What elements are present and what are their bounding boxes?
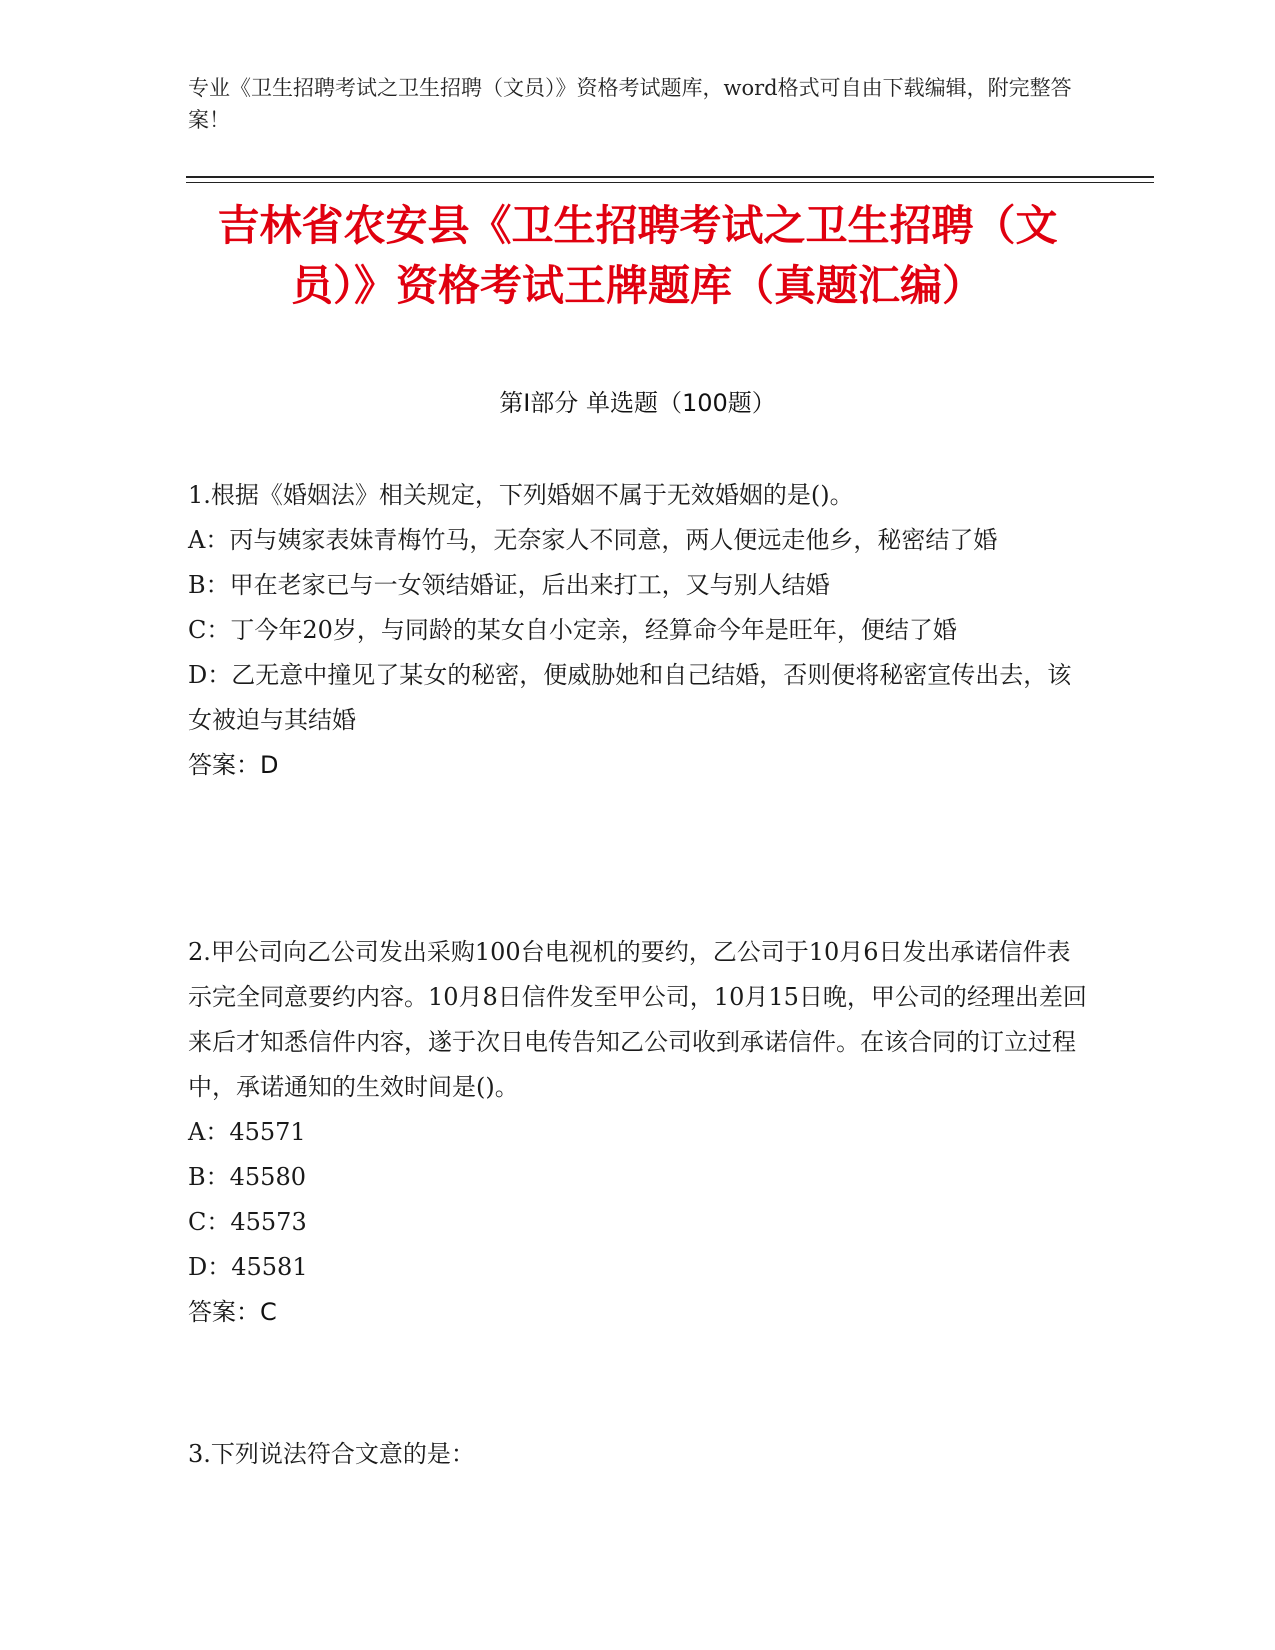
option-c: C：丁今年20岁，与同龄的某女自小定亲，经算命今年是旺年，便结了婚: [188, 616, 957, 644]
option-d: D：乙无意中撞见了某女的秘密，便威胁她和自己结婚，否则便将秘密宣传出去，该女被迫与其结婚: [188, 661, 1072, 734]
option-a: A：丙与姨家表妹青梅竹马，无奈家人不同意，两人便远走他乡，秘密结了婚: [188, 526, 998, 554]
option-d: D：45581: [188, 1253, 308, 1281]
option-b: B：45580: [188, 1163, 306, 1191]
answer-value: C: [260, 1298, 277, 1326]
answer-label: 答案：: [188, 1298, 260, 1326]
question-2: [188, 930, 1088, 1335]
answer-line: [188, 1290, 1088, 1335]
header-rule-thin: [186, 182, 1154, 183]
answer-label: 答案：: [188, 751, 260, 779]
answer-line: [188, 743, 1088, 788]
document-title: 吉林省农安县《卫生招聘考试之卫生招聘（文员）》资格考试王牌题库（真题汇编）: [217, 201, 1058, 310]
question-stem: 3.下列说法符合文意的是：: [188, 1440, 475, 1468]
header-rule-thick: [186, 176, 1154, 178]
question-stem: 1.根据《婚姻法》相关规定，下列婚姻不属于无效婚姻的是()。: [188, 481, 854, 509]
section-heading: 第Ⅰ部分 单选题（100题）: [499, 389, 776, 417]
answer-value: D: [260, 751, 279, 779]
question-3: [188, 1432, 1088, 1477]
option-c: C：45573: [188, 1208, 307, 1236]
option-a: A：45571: [188, 1118, 306, 1146]
question-1: [188, 473, 1088, 788]
question-stem: 2.甲公司向乙公司发出采购100台电视机的要约，乙公司于10月6日发出承诺信件表示完全同意要约内容。10月8日信件发至甲公司，10月15日晚，甲公司的经理出差回来后才知悉信件内容，遂于次日电传告知乙公司收到承诺信件。在该合同的订立过程中，承诺通知的生效时间是()。: [188, 938, 1087, 1101]
option-b: B：甲在老家已与一女领结婚证，后出来打工，又与别人结婚: [188, 571, 830, 599]
page-header: 专业《卫生招聘考试之卫生招聘（文员）》资格考试题库，word格式可自由下载编辑，附完整答案！: [188, 76, 1072, 132]
